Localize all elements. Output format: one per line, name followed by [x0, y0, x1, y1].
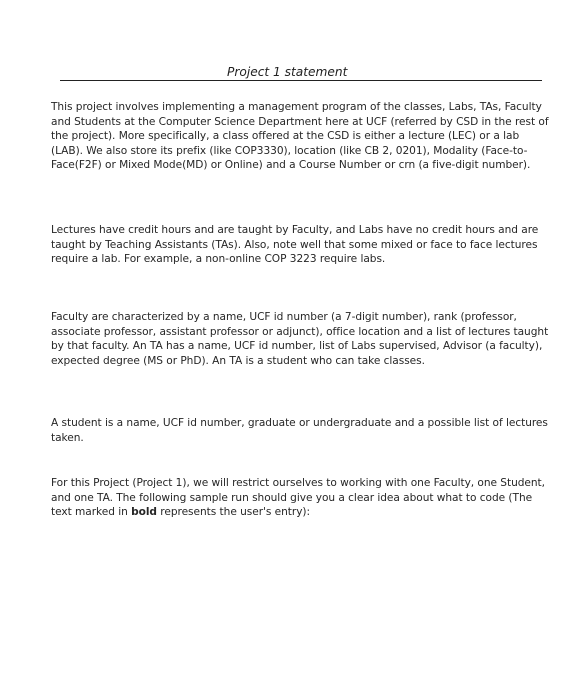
title-row — [60, 64, 542, 81]
paragraph-sample-run — [51, 476, 549, 520]
paragraph-intro: This project involves implementing a management program of the classes, Labs, TAs, Faculty and Students at the Computer Science Department here at UCF (referred by CSD in the rest of the project). More specifically, a class offered at the CSD is either a lecture (LEC) or a lab (LAB). We also store its prefix (like COP3330), location (like CB 2, 0201), Modality (Face-to-Face(F2F) or Mixed Mode(MD) or Online) and a Course Number or crn (a five-digit number). — [51, 101, 549, 172]
page-title: Project 1 statement — [227, 65, 348, 79]
title-rule-left — [60, 67, 226, 81]
bold-word: bold — [131, 506, 157, 519]
paragraph-lectures: Lectures have credit hours and are taught by Faculty, and Labs have no credit hours and are taught by Teaching Assistants (TAs). Also, note well that some mixed or face to face lectures require a lab. For example, a non-online COP 3223 require labs. — [51, 224, 539, 266]
paragraph-student: A student is a name, UCF id number, graduate or undergraduate and a possible list of lectures taken. — [51, 417, 548, 444]
sample-run-text-start: For this Project (Project 1), we will restrict ourselves to working with one Faculty, one Student, and one TA. The following sample run should give you a clear idea about what to code (The text marked in — [51, 477, 545, 519]
sample-run-text-end: represents the user's entry): — [156, 506, 311, 519]
paragraph-faculty: Faculty are characterized by a name, UCF id number (a 7-digit number), rank (professor, associate professor, assistant professor or adjunct), office location and a list of lectures taught by that faculty. An TA has a name, UCF id number, list of Labs supervised, Advisor (a faculty), expected degree (MS or PhD). An TA is a student who can take classes. — [51, 311, 549, 367]
title-rule-right — [348, 67, 542, 81]
